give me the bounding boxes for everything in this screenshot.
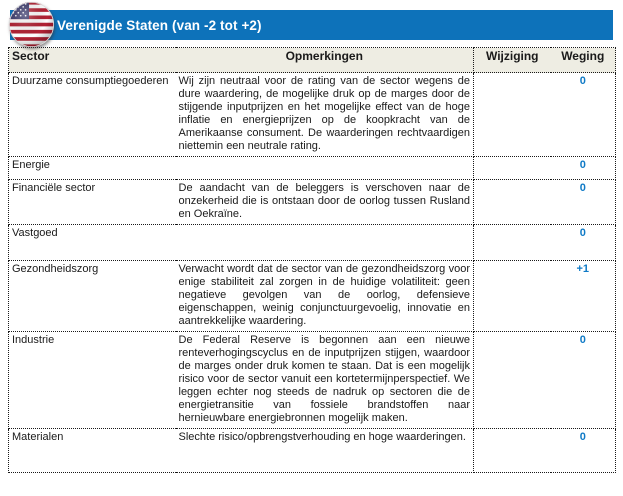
weging-cell: 0 xyxy=(551,157,616,180)
weging-cell: 0 xyxy=(551,332,616,429)
country-title: Verenigde Staten (van -2 tot +2) xyxy=(57,17,262,33)
column-header-sector: Sector xyxy=(9,48,176,73)
wijziging-cell xyxy=(474,332,551,429)
sector-table-body xyxy=(9,73,616,473)
opmerkingen-cell: De Federal Reserve is begonnen aan een nieuwe renteverhogingscyclus en de inputprijzen stijgen, waardoor de marges onder druk komen te staan. Dat is een mogelijk risico voor de sector vanuit een kortetermijnperspectief. We leggen echter nog steeds de nadruk op sectoren die de energietransitie van fossiele brandstoffen naar hernieuwbare energiebronnen mogelijk maken. xyxy=(176,332,474,429)
wijziging-cell xyxy=(474,157,551,180)
sector-cell: Energie xyxy=(9,157,176,180)
opmerkingen-cell: Verwacht wordt dat de sector van de gezondheidszorg voor enige stabiliteit zal zorgen in de huidige volatiliteit: geen negatieve gevolgen van de oorlog, defensieve eigenschappen, weinig conjunctuurgevoelig, innovatie en aantrekkelijke waardering. xyxy=(176,261,474,332)
sector-cell: Materialen xyxy=(9,429,176,473)
opmerkingen-cell: De aandacht van de beleggers is verschoven naar de onzekerheid die is ontstaan door de oorlog tussen Rusland en Oekraïne. xyxy=(176,180,474,225)
opmerkingen-cell: Wij zijn neutraal voor de rating van de sector wegens de dure waardering, de mogelijke druk op de marges door de stijgende inputprijzen en het mogelijke effect van de hoge inflatie en energieprijzen op de koopkracht van de Amerikaanse consument. De waarderingen rechtvaardigen niettemin een neutrale rating. xyxy=(176,73,474,157)
opmerkingen-cell xyxy=(176,157,474,180)
column-header-wijziging: Wijziging xyxy=(474,48,551,73)
table-row xyxy=(9,332,616,429)
opmerkingen-cell: Slechte risico/opbrengstverhouding en hoge waarderingen. xyxy=(176,429,474,473)
sector-cell: Duurzame consumptiegoederen xyxy=(9,73,176,157)
us-flag-icon xyxy=(8,1,55,48)
table-row xyxy=(9,261,616,332)
table-row xyxy=(9,180,616,225)
weging-cell: 0 xyxy=(551,429,616,473)
table-row xyxy=(9,429,616,473)
opmerkingen-cell xyxy=(176,225,474,261)
weging-cell: 0 xyxy=(551,225,616,261)
weging-cell: 0 xyxy=(551,180,616,225)
column-header-opmerkingen: Opmerkingen xyxy=(176,48,474,73)
country-header-bar xyxy=(10,10,613,40)
table-row xyxy=(9,157,616,180)
wijziging-cell xyxy=(474,429,551,473)
wijziging-cell xyxy=(474,73,551,157)
weging-cell: 0 xyxy=(551,73,616,157)
table-header-row xyxy=(9,48,616,73)
sector-table xyxy=(8,47,616,473)
sector-cell: Financiële sector xyxy=(9,180,176,225)
column-header-weging: Weging xyxy=(551,48,616,73)
sector-cell: Gezondheidszorg xyxy=(9,261,176,332)
table-row xyxy=(9,225,616,261)
sector-cell: Industrie xyxy=(9,332,176,429)
wijziging-cell xyxy=(474,261,551,332)
wijziging-cell xyxy=(474,180,551,225)
wijziging-cell xyxy=(474,225,551,261)
table-row xyxy=(9,73,616,157)
sector-cell: Vastgoed xyxy=(9,225,176,261)
weging-cell: +1 xyxy=(551,261,616,332)
